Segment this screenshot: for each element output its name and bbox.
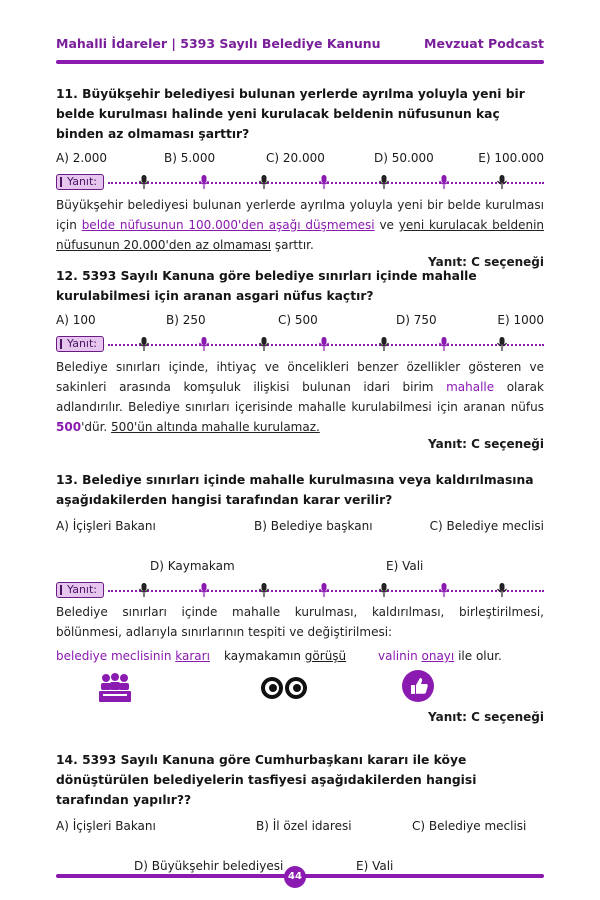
microphone-icon <box>496 175 508 189</box>
microphone-icon <box>258 337 270 351</box>
decision-steps <box>56 646 544 666</box>
question-12 <box>56 266 544 455</box>
microphone-icon <box>138 337 150 351</box>
microphone-icon <box>438 175 450 189</box>
question-11 <box>56 84 544 273</box>
step-kaymakam: kaymakamın görüşü <box>224 649 347 663</box>
microphone-icon <box>258 583 270 597</box>
option-c: C) 20.000 <box>266 151 325 165</box>
option-d: D) Kaymakam <box>150 559 235 573</box>
microphone-icon <box>438 337 450 351</box>
question-14-options-row-1 <box>56 816 544 836</box>
question-11-verdict: Yanıt: C seçeneği <box>428 255 544 269</box>
microphone-icon <box>198 337 210 351</box>
question-13-verdict: Yanıt: C seçeneği <box>428 710 544 724</box>
microphone-icon <box>378 583 390 597</box>
option-b: B) 5.000 <box>164 151 216 165</box>
microphone-icon <box>198 583 210 597</box>
highlight-underline: belde nüfusunun 100.000'den aşağı düşmemesi <box>81 218 375 232</box>
page-footer <box>56 866 544 886</box>
header-title: Mahalli İdareler | 5393 Sayılı Belediye Kanunu <box>56 36 381 51</box>
eyes-icon <box>260 674 308 702</box>
option-e: E) Vali <box>356 859 394 873</box>
question-14 <box>56 750 544 876</box>
option-d: D) 750 <box>396 313 437 327</box>
microphone-icon <box>138 583 150 597</box>
answer-divider <box>56 172 544 192</box>
option-a: A) İçişleri Bakanı <box>56 819 156 833</box>
answer-divider <box>56 334 544 354</box>
microphone-icon <box>438 583 450 597</box>
microphone-icon <box>138 175 150 189</box>
option-a: A) 100 <box>56 313 96 327</box>
option-c: C) 500 <box>278 313 318 327</box>
question-13 <box>56 470 544 728</box>
answer-label: Yanıt: <box>56 582 104 598</box>
microphone-icon <box>496 337 508 351</box>
microphone-icon <box>198 175 210 189</box>
microphone-icon <box>378 337 390 351</box>
council-icon <box>98 672 132 704</box>
thumbs-up-icon <box>402 670 434 702</box>
highlight-text: mahalle <box>446 380 495 394</box>
underline-text: 500'ün altında mahalle kurulamaz. <box>111 420 320 434</box>
answer-label: Yanıt: <box>56 174 104 190</box>
microphone-icon <box>318 583 330 597</box>
question-11-explanation: Büyükşehir belediyesi bulunan yerlerde ayrılma yoluyla yeni bir belde kurulması için belde nüfusunun 100.000'den aşağı düşmemesi ve yeni kurulacak beldenin nüfusunun 20.000'den az olmaması şarttır. <box>56 198 545 252</box>
step-council: belediye meclisinin kararı <box>56 649 210 663</box>
question-12-verdict: Yanıt: C seçeneği <box>428 437 544 451</box>
question-13-options-row-1 <box>56 516 544 536</box>
question-11-title: 11. Büyükşehir belediyesi bulunan yerlerde ayrılma yoluyla yeni bir belde kurulması halinde yeni kurulacak beldenin nüfusunun kaç binden az olmaması şarttır? <box>56 87 525 141</box>
page-number: 44 <box>284 866 306 888</box>
underline-text: yeni kurulacak beldenin nüfusunun 20.000'den az olmaması <box>56 218 545 252</box>
option-d: D) 50.000 <box>374 151 434 165</box>
page-header <box>56 36 544 66</box>
microphone-icon <box>258 175 270 189</box>
question-12-options <box>56 310 544 330</box>
microphone-icon <box>378 175 390 189</box>
question-12-title: 12. 5393 Sayılı Kanuna göre belediye sınırları içinde mahalle kurulabilmesi için aranan asgari nüfus kaçtır? <box>56 269 477 303</box>
option-d: D) Büyükşehir belediyesi <box>134 859 284 873</box>
question-13-options-row-2 <box>56 556 544 576</box>
option-e: E) Vali <box>386 559 424 573</box>
question-14-title: 14. 5393 Sayılı Kanuna göre Cumhurbaşkanı kararı ile köye dönüştürülen belediyelerin tasfiyesi aşağıdakilerden hangisi tarafından yapılır?? <box>56 753 477 807</box>
option-e: E) 100.000 <box>478 151 544 165</box>
step-governor: valinin onayı ile olur. <box>378 649 502 663</box>
microphone-icon <box>318 175 330 189</box>
header-rule <box>56 60 544 64</box>
microphone-icon <box>496 583 508 597</box>
answer-label: Yanıt: <box>56 336 104 352</box>
highlight-text: 500 <box>56 420 82 434</box>
question-11-options <box>56 148 544 168</box>
answer-divider <box>56 580 544 600</box>
option-c: C) Belediye meclisi <box>412 819 527 833</box>
microphone-icon <box>318 337 330 351</box>
header-brand: Mevzuat Podcast <box>424 36 544 51</box>
option-b: B) İl özel idaresi <box>256 819 352 833</box>
option-a: A) İçişleri Bakanı <box>56 519 156 533</box>
option-b: B) 250 <box>166 313 206 327</box>
question-13-title: 13. Belediye sınırları içinde mahalle kurulmasına veya kaldırılmasına aşağıdakilerden hangisi tarafından karar verilir? <box>56 473 534 507</box>
option-c: C) Belediye meclisi <box>429 519 544 533</box>
decision-icons <box>56 670 544 710</box>
question-12-explanation: Belediye sınırları içinde, ihtiyaç ve öncelikleri benzer özellikler gösteren ve sakinleri arasında komşuluk ilişkisi bulunan idari birim mahalle olarak adlandırılır. Belediye sınırları içerisinde mahalle kurulabilmesi için aranan nüfus 500'dür. 500'ün altında mahalle kurulamaz. <box>56 360 544 434</box>
option-b: B) Belediye başkanı <box>254 519 373 533</box>
option-a: A) 2.000 <box>56 151 108 165</box>
question-13-explanation: Belediye sınırları içinde mahalle kurulması, kaldırılması, birleştirilmesi, bölünmesi, adlarıyla sınırlarının tespiti ve değiştirilmesi: <box>56 605 544 639</box>
option-e: E) 1000 <box>497 313 544 327</box>
